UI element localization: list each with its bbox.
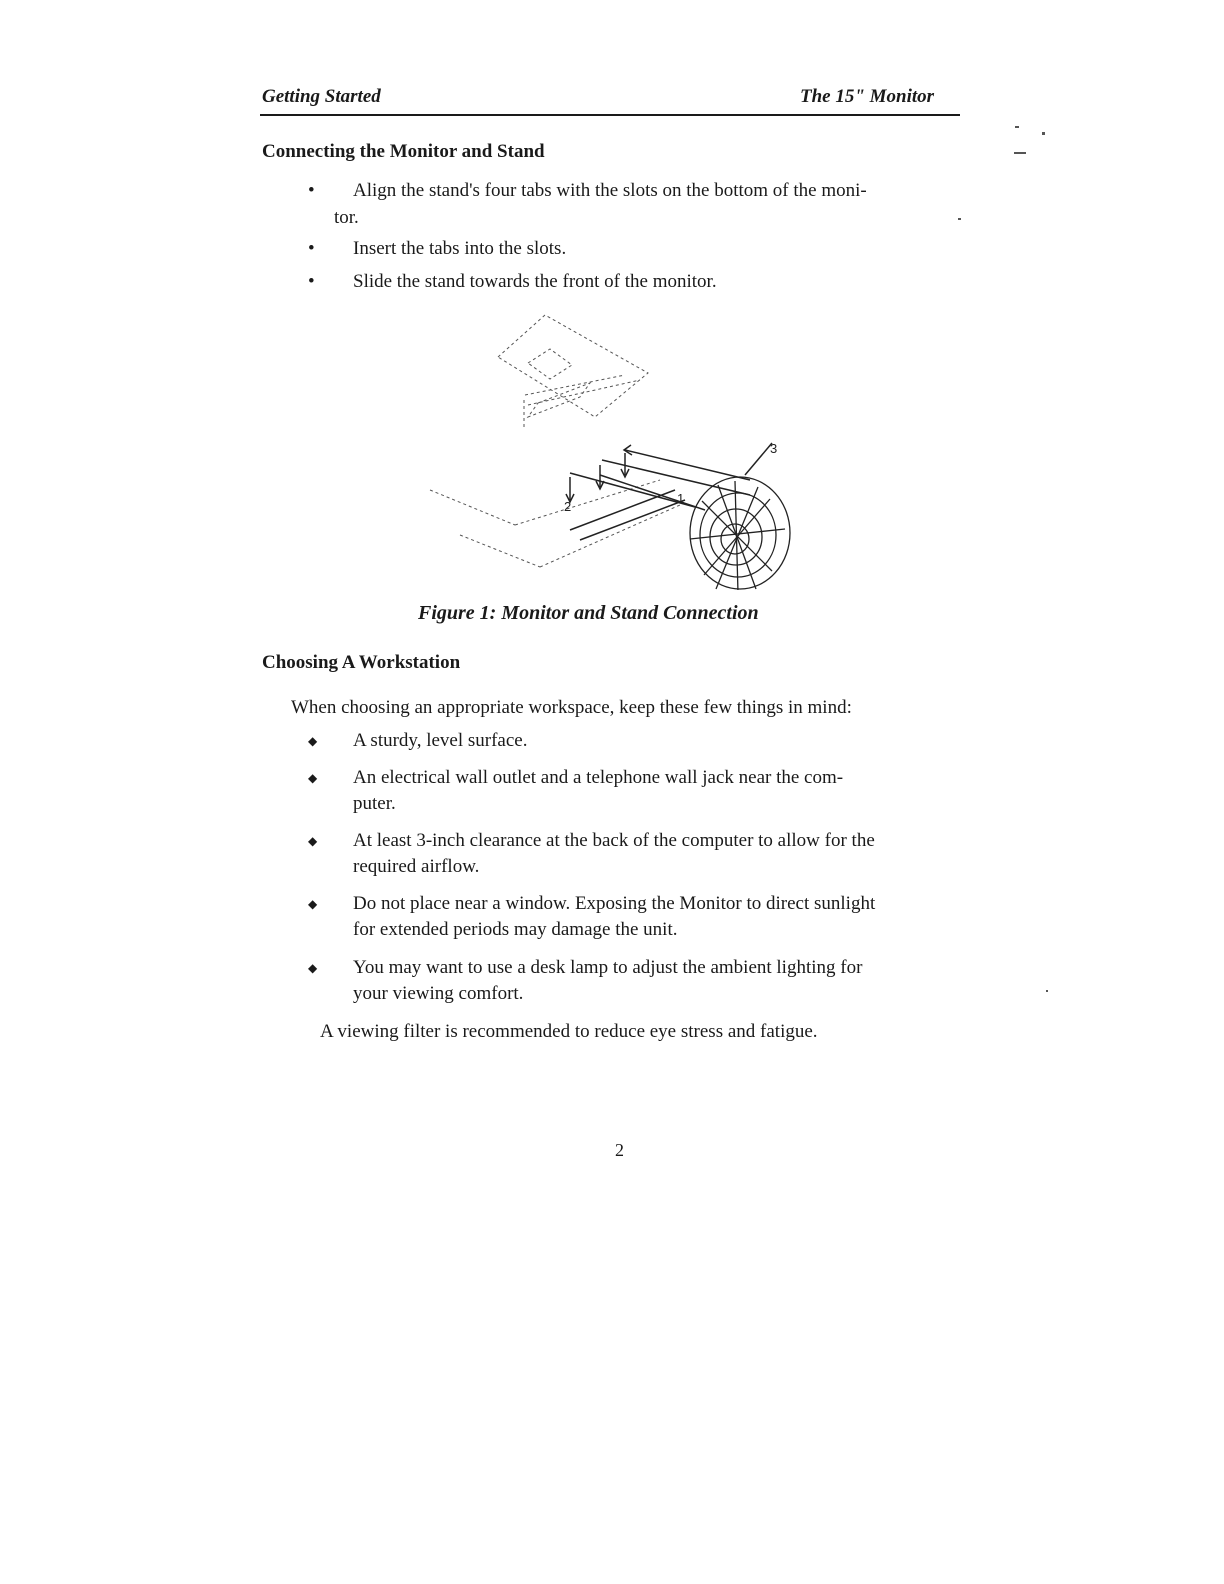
monitor-stand-illustration — [420, 305, 800, 590]
scan-speck — [1046, 990, 1048, 992]
list-item-text: Align the stand's four tabs with the slots on the bottom of the moni- — [353, 180, 867, 201]
stand-circular-base — [690, 477, 790, 590]
scan-speck — [1015, 126, 1019, 128]
callout-label-3: 3 — [770, 441, 778, 456]
bullet-dot-icon: • — [308, 180, 315, 201]
section-title-workstation: Choosing A Workstation — [262, 652, 461, 673]
bullet-diamond-icon: ◆ — [308, 771, 318, 785]
list-item-text: Insert the tabs into the slots. — [353, 238, 567, 259]
closing-note: A viewing filter is recommended to reduce eye stress and fatigue. — [320, 1021, 818, 1042]
bullet-diamond-icon: ◆ — [308, 897, 318, 911]
running-header-left: Getting Started — [262, 86, 381, 107]
list-item-continuation: required airflow. — [353, 856, 480, 877]
list-item-continuation: puter. — [353, 793, 396, 814]
list-item-text: You may want to use a desk lamp to adjust the ambient lighting for — [353, 957, 863, 978]
section-intro: When choosing an appropriate workspace, keep these few things in mind: — [291, 697, 852, 718]
running-header-right: The 15" Monitor — [800, 86, 935, 107]
header-rule — [260, 114, 960, 116]
list-item-text: Do not place near a window. Exposing the Monitor to direct sunlight — [353, 893, 876, 914]
bullet-dot-icon: • — [308, 271, 315, 292]
list-item-text: An electrical wall outlet and a telephone wall jack near the com- — [353, 767, 844, 788]
list-item-text: A sturdy, level surface. — [353, 730, 528, 751]
slide-arrow-line — [602, 460, 750, 495]
monitor-slot-panel — [528, 349, 572, 379]
bullet-dot-icon: • — [308, 238, 315, 259]
page-number: 2 — [615, 1140, 624, 1160]
bullet-diamond-icon: ◆ — [308, 961, 318, 975]
callout-label-2: 2 — [564, 499, 572, 514]
list-item-continuation: for extended periods may damage the unit. — [353, 919, 678, 940]
scan-speck — [958, 218, 961, 220]
list-item-continuation: your viewing comfort. — [353, 983, 524, 1004]
callout-label-1: 1 — [677, 491, 685, 506]
list-item-text: Slide the stand towards the front of the monitor. — [353, 271, 717, 292]
list-item-text: At least 3-inch clearance at the back of the computer to allow for the — [353, 830, 875, 851]
callout-leader-3 — [745, 443, 772, 475]
monitor-body-outline — [498, 315, 648, 417]
scan-speck — [1042, 132, 1045, 135]
scan-speck — [1014, 152, 1026, 154]
list-item-continuation: tor. — [334, 207, 359, 228]
bullet-diamond-icon: ◆ — [308, 734, 318, 748]
section-title-connecting: Connecting the Monitor and Stand — [262, 141, 545, 162]
bullet-diamond-icon: ◆ — [308, 834, 318, 848]
figure-caption: Figure 1: Monitor and Stand Connection — [418, 602, 759, 624]
